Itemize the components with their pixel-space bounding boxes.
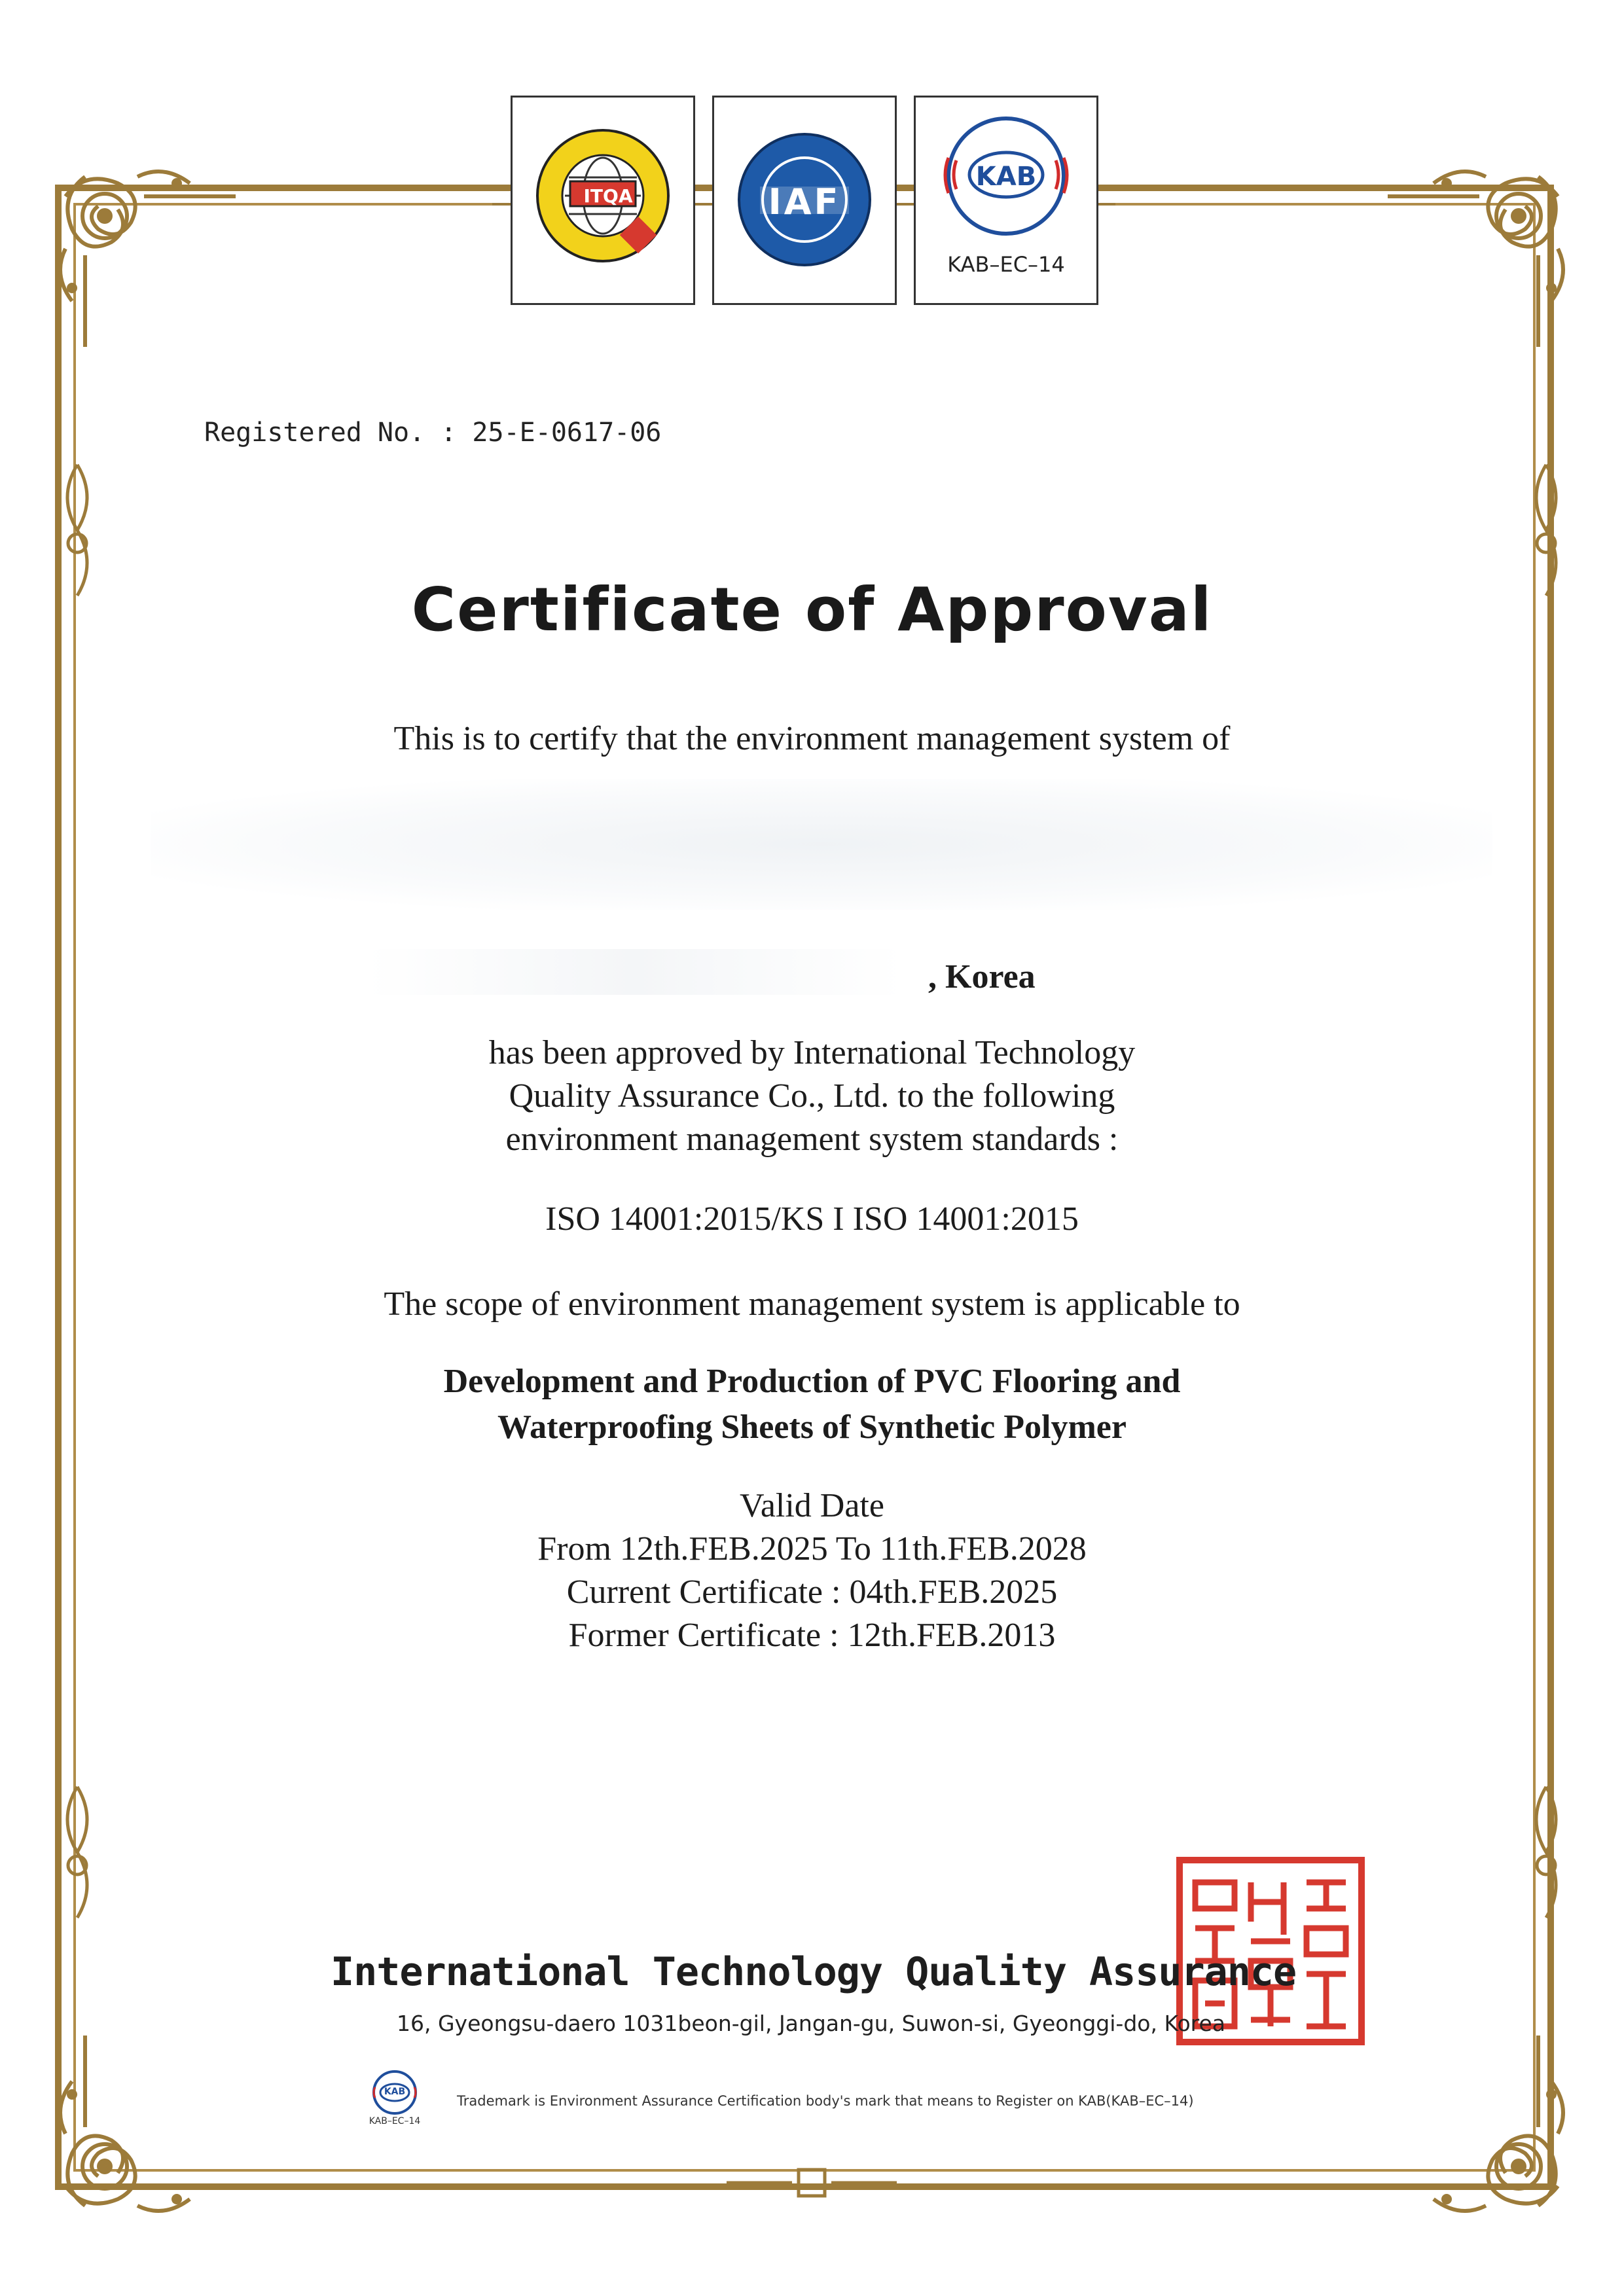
- issuer-name: International Technology Quality Assurance: [331, 1949, 1297, 1995]
- registration-label: Registered No. :: [204, 418, 457, 448]
- redacted-company-name: [151, 779, 1492, 910]
- corner-ornament-top-right: [1381, 157, 1578, 353]
- certify-intro: This is to certify that the environment management system of: [393, 720, 1231, 757]
- logo-connector: [694, 187, 712, 206]
- current-certificate-date: Current Certificate : 04th.FEB.2025: [566, 1573, 1058, 1611]
- registration-number: [204, 418, 661, 448]
- corner-ornament-bottom-left: [46, 2029, 242, 2225]
- itqa-logo-label: ITQA: [583, 185, 633, 207]
- itqa-logo: [511, 96, 695, 305]
- iaf-logo-label: IAF: [768, 181, 841, 223]
- kab-small-code: KAB–EC–14: [369, 2116, 421, 2126]
- kab-logo-label: KAB: [975, 162, 1037, 192]
- corner-ornament-top-left: [46, 157, 242, 353]
- side-ornament-right-lower: [1520, 1780, 1572, 1950]
- issuer-address: 16, Gyeongsu-daero 1031beon-gil, Jangan-gu, Suwon-si, Gyeonggi-do, Korea: [397, 2011, 1226, 2036]
- former-certificate-date: Former Certificate : 12th.FEB.2013: [568, 1617, 1056, 1654]
- approval-line-1: has been approved by International Technology: [488, 1034, 1136, 1071]
- logo-connector: [1097, 187, 1115, 206]
- iaf-logo: [712, 96, 897, 305]
- certificate-title: Certificate of Approval: [411, 575, 1213, 645]
- kab-logo-code: KAB–EC–14: [947, 252, 1065, 277]
- valid-date-range: From 12th.FEB.2025 To 11th.FEB.2028: [537, 1530, 1087, 1568]
- iso-standard: ISO 14001:2015/KS I ISO 14001:2015: [545, 1200, 1079, 1238]
- approval-line-3: environment management system standards :: [505, 1121, 1119, 1158]
- approval-line-2: Quality Assurance Co., Ltd. to the following: [509, 1077, 1115, 1115]
- corner-ornament-bottom-right: [1381, 2029, 1578, 2225]
- registration-value: 25-E-0617-06: [472, 418, 662, 448]
- scope-intro: The scope of environment management system is applicable to: [384, 1285, 1240, 1323]
- logo-connector: [895, 187, 914, 206]
- trademark-note: Trademark is Environment Assurance Certification body's mark that means to Register on KAB(KAB–EC–14): [457, 2093, 1194, 2109]
- valid-date-heading: Valid Date: [740, 1487, 884, 1524]
- side-ornament-left-lower: [51, 1780, 103, 1950]
- scope-line-1: Development and Production of PVC Flooring and: [443, 1363, 1181, 1400]
- bottom-center-ornament: [720, 2160, 903, 2206]
- scope-line-2: Waterproofing Sheets of Synthetic Polymer: [497, 1408, 1127, 1446]
- redacted-company-address: [367, 949, 903, 995]
- kab-logo: [914, 96, 1098, 305]
- kab-small-label: KAB: [384, 2087, 406, 2097]
- company-country: , Korea: [928, 958, 1036, 996]
- kab-small-logo: [355, 2065, 434, 2130]
- logo-connector: [492, 187, 511, 206]
